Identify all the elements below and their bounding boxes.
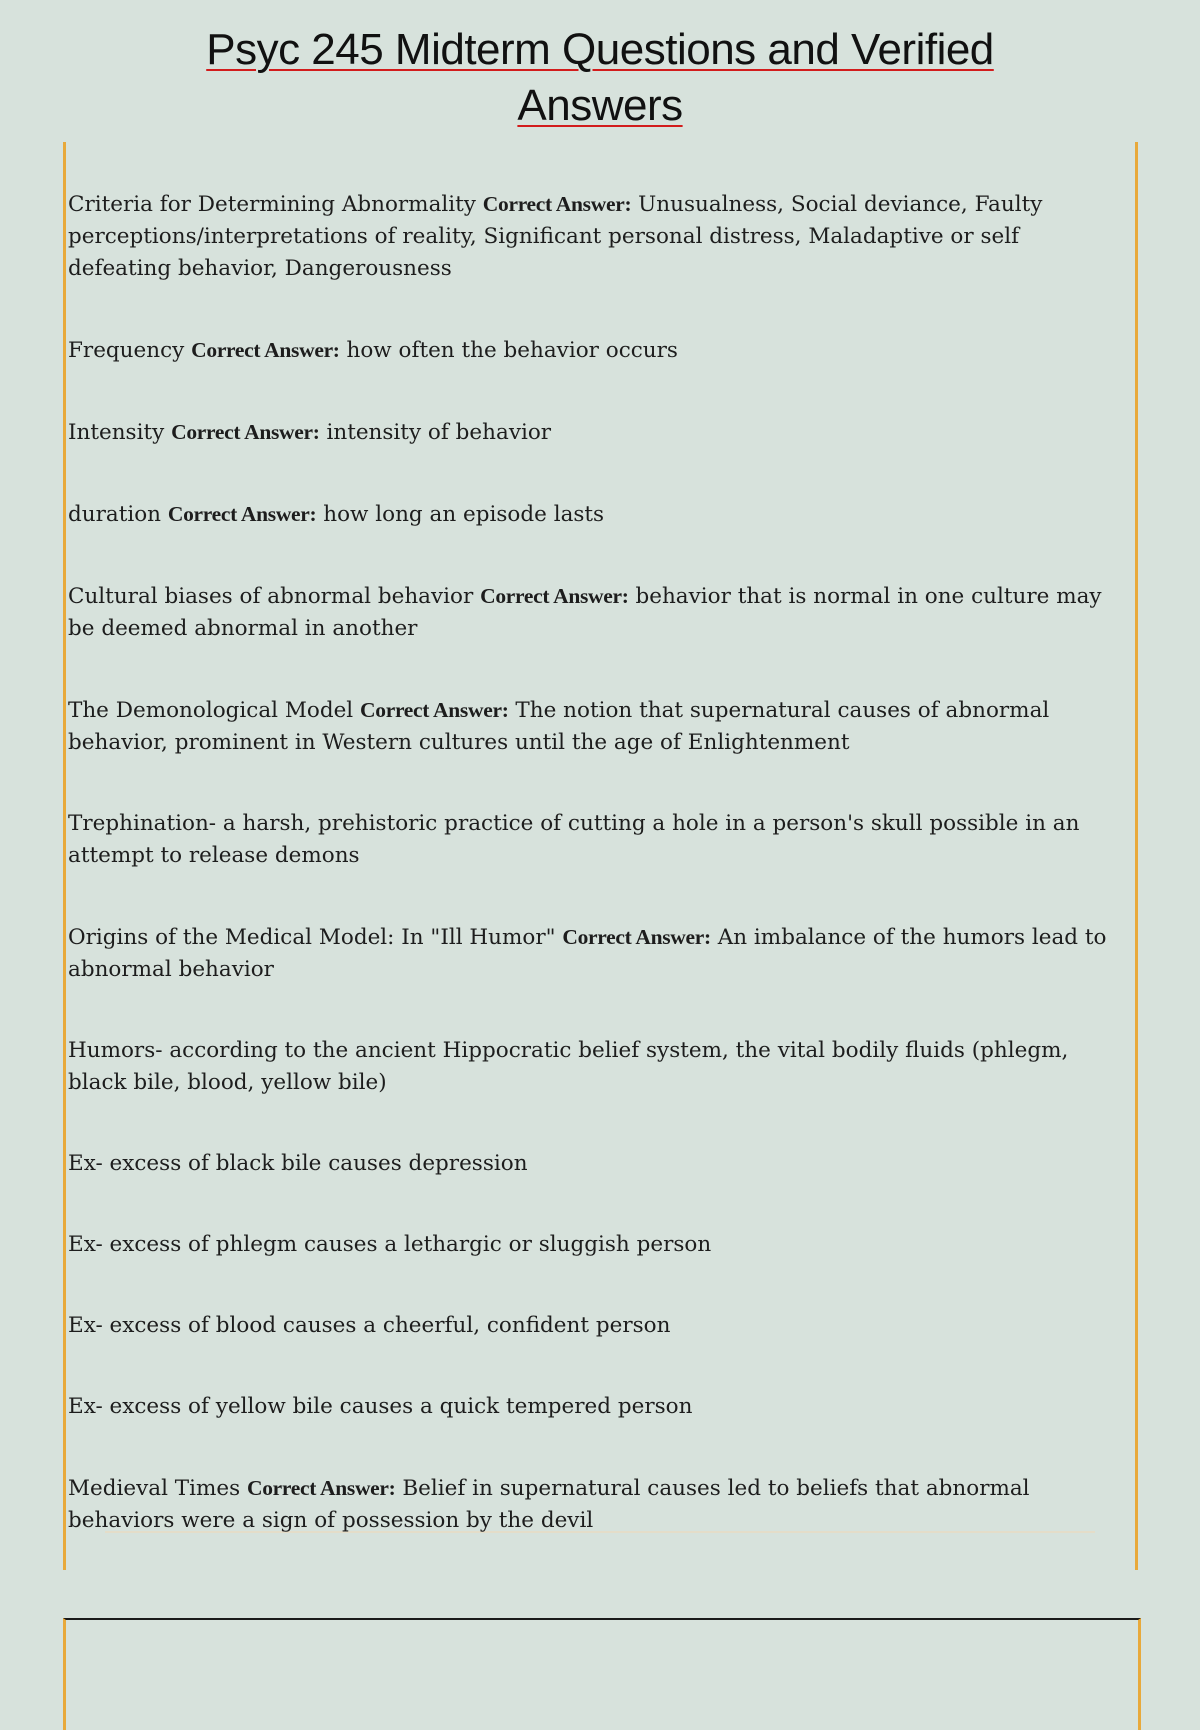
answer-label: Correct Answer: bbox=[360, 698, 509, 722]
qa-item bbox=[68, 694, 1118, 759]
note-item: Ex- excess of yellow bile causes a quick tempered person bbox=[68, 1394, 693, 1419]
answer-label: Correct Answer: bbox=[246, 1476, 396, 1500]
right-border-rule bbox=[1135, 142, 1138, 1570]
answer-label: Correct Answer: bbox=[171, 420, 320, 444]
question-text: Criteria for Determining Abnormality bbox=[68, 192, 476, 217]
left-border-rule bbox=[63, 142, 66, 1570]
question-text: Intensity bbox=[68, 420, 165, 445]
qa-item bbox=[68, 334, 1118, 367]
answer-text: behavior that is normal in one culture may be deemed abnormal in another bbox=[68, 584, 1102, 641]
note-item: Ex- excess of blood causes a cheerful, confident person bbox=[68, 1313, 671, 1338]
question-text: Cultural biases of abnormal behavior bbox=[68, 584, 474, 609]
qa-item bbox=[68, 580, 1118, 645]
answer-label: Correct Answer: bbox=[167, 502, 317, 526]
answer-label: Correct Answer: bbox=[482, 192, 632, 216]
answer-text: how long an episode lasts bbox=[323, 502, 605, 527]
answer-text: Unusualness, Social deviance, Faulty perceptions/interpretations of reality, Significant personal distress, Maladaptive or self defeating behavior, Dangerousness bbox=[68, 192, 1043, 281]
question-text: duration bbox=[68, 502, 162, 527]
question-text: Origins of the Medical Model: In "Ill Humor" bbox=[68, 925, 556, 950]
answer-text: intensity of behavior bbox=[326, 420, 552, 445]
note-item: Ex- excess of black bile causes depression bbox=[68, 1151, 528, 1176]
title-line-1: Psyc 245 Midterm Questions and Verified bbox=[206, 25, 994, 74]
answer-text: how often the behavior occurs bbox=[346, 338, 678, 363]
question-text: Frequency bbox=[68, 338, 185, 363]
question-text: The Demonological Model bbox=[68, 698, 354, 723]
question-text: Medieval Times bbox=[68, 1476, 241, 1501]
qa-item bbox=[68, 498, 1118, 531]
title-line-2: Answers bbox=[517, 81, 683, 130]
answer-text: An imbalance of the humors lead to abnormal behavior bbox=[68, 925, 1107, 982]
note-item: Humors- according to the ancient Hippocratic belief system, the vital bodily fluids (phlegm, black bile, blood, yellow bile) bbox=[68, 1038, 1069, 1095]
note-item: Trephination- a harsh, prehistoric practice of cutting a hole in a person's skull possible in an attempt to release demons bbox=[68, 811, 1080, 868]
qa-item bbox=[68, 921, 1118, 986]
qa-list bbox=[68, 188, 1118, 1537]
answer-text: Belief in supernatural causes led to beliefs that abnormal behaviors were a sign of possession by the devil bbox=[68, 1476, 1030, 1533]
page-title bbox=[150, 22, 1050, 134]
answer-label: Correct Answer: bbox=[191, 338, 340, 362]
answer-label: Correct Answer: bbox=[480, 584, 629, 608]
next-page-box bbox=[63, 1618, 1141, 1730]
note-item: Ex- excess of phlegm causes a lethargic or sluggish person bbox=[68, 1232, 712, 1257]
answer-label: Correct Answer: bbox=[562, 925, 711, 949]
qa-item bbox=[68, 1472, 1118, 1537]
answer-text: The notion that supernatural causes of abnormal behavior, prominent in Western cultures until the age of Enlightenment bbox=[68, 698, 1050, 755]
qa-item bbox=[68, 416, 1118, 449]
qa-item bbox=[68, 188, 1118, 285]
